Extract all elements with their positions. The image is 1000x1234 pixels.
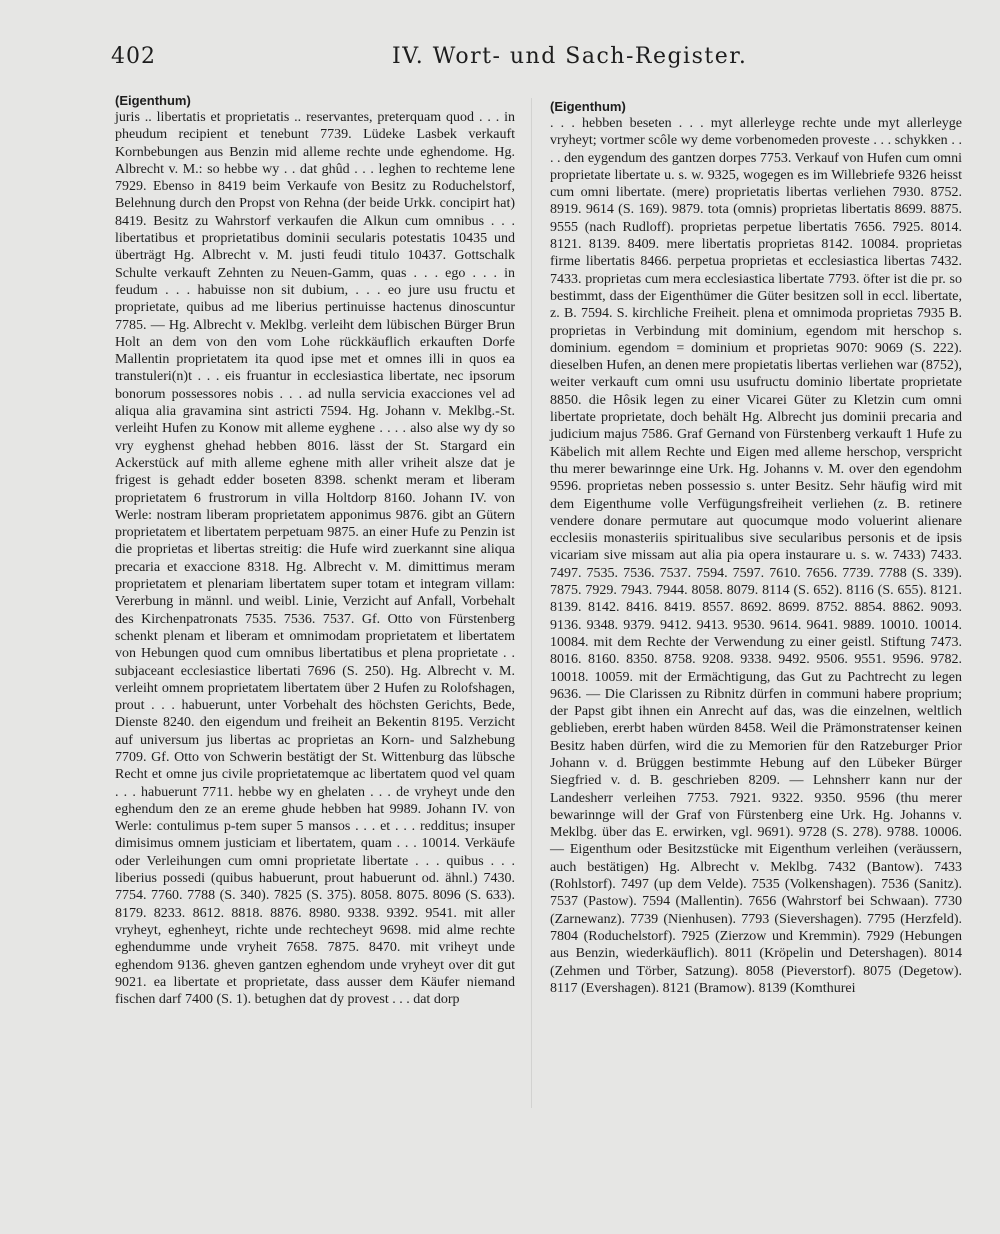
running-head: IV. Wort- und Sach-Register. <box>392 44 748 69</box>
left-column-text: juris .. libertatis et proprietatis .. reservantes, preterquam quod . . . in pheudum recipient et tenebunt 7739. Lüdeke Lasbek verkauft Kornbebungen aus Benzin mid alleme rechte unde eghendome. Hg. Albrecht v. M.: so hebbe wy . . dat ghûd . . . leghen to rechteme lene 7929. Ebenso in 8419 beim Verkaufe von Besitz zu Roduchelstorf, Belehnung durch den Propst von Rehna (der beide Urkk. concipirt hat) 8419. Besitz zu Wahrstorf verkaufen die Alkun cum omnibus . . . libertatibus et proprietatibus dominii secularis potestatis 10435 und überträgt Hg. Albrecht v. M. justi feudi titulo 10437. Gottschalk Schulte verkauft Zehnten zu Neuen-Gamm, quas . . . ego . . . in feudum . . . habuisse non sit dubium, . . . eo jure usu fructu et proprietate, quibus ad me liberius pertinuisse hactenus dinoscuntur 7785. — Hg. Albrecht v. Meklbg. verleiht dem lübischen Bürger Brun Holt an dem von den vom Lohe rückkäuflich erkauften Dorfe Mallentin proprietatem ita quod ipse met et omnes illi in quos ea transtuleri(n)t . . . eis fruantur in ecclesiastica libertate, nec ipsorum bonorum possessores nobis . . . ad nulla servicia exacciones vel ad aliqua alia gravamina sint astricti 7594. Hg. Johann v. Meklbg.-St. verleiht Hufen zu Konow mit alleme eyghene . . . . also alse wy dy so vry eyghenst ghehad hebben 8016. lässt der St. Stargard ein Ackerstück auf mith alleme eghene mith aller vriheit alsze dat je frigest is gehadt edder boseten 8398. schenkt meram et liberam proprietatem 6 frustrorum in villa Holtdorp 8160. Johann IV. von Werle: nostram liberam proprietatem apponimus 9876. gibt an Gütern proprietatem et libertatem perpetuam 9875. an einer Hufe zu Penzin ist die proprietas et libertas streitig: die Hufe wird zuerkannt sine aliqua precaria et exaccione 8318. Hg. Albrecht v. M. dimittimus meram proprietatem et plenariam libertatem super totam et integram villam: Vererbung in männl. und weibl. Linie, Verzicht auf Anfall, Vorbehalt des Kirchenpatronats 7535. 7536. 7537. Gf. Otto von Fürstenberg schenkt plenam et liberam et omnimodam proprietatem et libertatem von Hebungen quod cum omnibus libertatibus et plena proprietate . . subjaceant ecclesiastice libertati 7696 (S. 250). Hg. Albrecht v. M. verleiht omnem proprietatem libertatem über 2 Hufen zu Rolofshagen, prout . . . habuerunt, unter Vorbehalt des höchsten Gerichts, Bede, Dienste 8240. den eigendum und freiheit an Bekentin 8195. Verzicht auf universum jus libertas ac proprietas an Korn- und Salzhebung 7709. Gf. Otto von Schwerin bestätigt der St. Wittenburg das lübsche Recht et omne jus civile proprietatemque ac libertatem quod vel quam . . . habuerunt 7711. hebbe wy en ghelaten . . . de vryheyt unde den eghendum den ze an ereme ghude hebben hat 9989. Johann IV. von Werle: contulimus p-tem super 5 mansos . . . et . . . redditus; insuper dimisimus omnem justiciam et libertatem, quam . . . 10014. Verkäufe oder Verleihungen cum omni proprietate libertate . . . quibus . . . liberius possedi (quibus habuerunt, prout habuerunt od. ähnl.) 7430. 7754. 7760. 7788 (S. 340). 7825 (S. 375). 8058. 8075. 8096 (S. 633). 8179. 8233. 8612. 8818. 8876. 8980. 9338. 9392. 9541. mit aller vryheyt, eghenheyt, richte unde rechtecheyt 9698. mid alme rechte eghendumme unde vryheit 7658. 7875. 8470. mit vriheyt unde eghendom 9136. gheven gantzen eghendom unde vryheyt over dit gut 9021. ea libertate et proprietate, dass ausser dem Käufer niemand fischen darf 7400 (S. 1). betughen dat dy provest . . . dat dorp <box>115 110 515 1008</box>
right-column-heading: (Eigenthum) <box>550 99 626 114</box>
left-column <box>115 92 515 1008</box>
right-column <box>550 98 962 997</box>
page-number: 402 <box>111 44 156 69</box>
right-column-text: . . . hebben beseten . . . myt allerleyge rechte unde myt allerleyge vryheyt; vortmer scôle wy deme vorbenomeden proveste . . . schykken . . . . den eygendum des gantzen dorpes 7753. Verkauf von Hufen cum omni proprietate libertate u. s. w. 9325, wogegen es im Willebriefe 9326 heisst cum omni libertate. (mere) proprietatis libertas verliehen 7930. 8752. 8919. 9614 (S. 169). 9879. tota (omnis) proprietas libertatis 8699. 8875. 9555 (nach Rudloff). proprietas perpetue libertatis 7656. 7925. 8014. 8121. 8139. 8409. mere libertatis proprietas 8142. 10084. proprietas firme libertatis 8466. perpetua proprietas et ecclesiastica libertas 7432. 7433. proprietas cum mera ecclesiastica libertate 7793. öfter ist die pr. so bestimmt, dass der Eigenthümer die Güter besitzen soll in eccl. libertate, z. B. 7594. S. kirchliche Freiheit. plena et omnimoda proprietas 7935 B. proprietas in Verbindung mit dominium, egendom mit herschop s. dominium. egendom = dominium et proprietas 9070: 9069 (S. 222). dieselben Hufen, an denen mere propietatis libertas verliehen war (8752), weiter verkauft cum omni usu usufructu dominio libertate proprietate 8850. die Hôsik legen zu einer Vicarei Güter zu Kletzin cum omni libertate proprietate, doch behält Hg. Albrecht jus dominii precaria and judicium majus 7586. Graf Gernand von Fürstenberg verkauft 1 Hufe zu Käbelich mit allem Rechte und Eigen med alleme herschop, verspricht thu merer bewarinnge eine Urk. Hg. Johanns v. M. over den egendohm 9596. proprietas neben possessio s. unter Besitz. Sehr häufig wird mit dem Eigenthume volle Verfügungsfreiheit verliehen (z. B. retinere vendere donare permutare aut quocumque modo voluerint alienare ecclesiis monasteriis spiritualibus sive secularibus personis et de ipsis vicariam sive missam aut alia pia opera instaurare u. s. w. 7433) 7433. 7497. 7535. 7536. 7537. 7594. 7597. 7610. 7656. 7739. 7788 (S. 339). 7875. 7929. 7943. 7944. 8058. 8079. 8114 (S. 652). 8116 (S. 655). 8121. 8139. 8142. 8416. 8419. 8557. 8692. 8699. 8752. 8854. 8862. 9093. 9136. 9348. 9379. 9412. 9413. 9530. 9614. 9641. 9889. 10010. 10014. 10084. mit dem Rechte der Verwendung zu einer geistl. Stiftung 7473. 8016. 8160. 8350. 8758. 9208. 9338. 9492. 9506. 9551. 9596. 9782. 10018. 10059. mit der Ermächtigung, das Gut zu Pachtrecht zu legen 9636. — Die Clarissen zu Ribnitz dürfen in communi habere proprium; der Papst gibt ihnen ein Anrecht auf das, was die einzelnen, weltlich geblieben, ererbt haben würden 8458. Weil die Prämonstratenser keinen Besitz haben dürfen, wird die zu Memorien für den Ratzeburger Prior Johann v. d. Brüggen bestimmte Hebung auf den Lübeker Bürger Siegfried v. d. B. geschrieben 8209. — Lehnsherr kann nur der Landesherr verleihen 7753. 7921. 9322. 9350. 9596 (thu merer bewarinnge will der Graf von Fürstenberg eine Urk. Hg. Johanns v. Meklbg. über das E. erwirken, vgl. 9691). 9728 (S. 278). 9788. 10006. — Eigenthum oder Besitzstücke mit Eigenthum verleihen (veräussern, auch bestätigen) Hg. Albrecht v. Meklbg. 7432 (Bantow). 7433 (Rohlstorf). 7497 (up dem Velde). 7535 (Volkenshagen). 7536 (Sanitz). 7537 (Pastow). 7594 (Mallentin). 7656 (Wahrstorf bei Schwaan). 7730 (Zarnewanz). 7739 (Nienhusen). 7793 (Sievershagen). 7795 (Herzfeld). 7804 (Roduchelstorf). 7925 (Zierzow und Kremmin). 7929 (Hebungen aus Benzin, wiederkäuflich). 8011 (Kröpelin und Detershagen). 8014 (Zehmen und Törber, Satzung). 8058 (Pieverstorf). 8075 (Degetow). 8117 (Evershagen). 8121 (Bramow). 8139 (Komthurei <box>550 116 962 996</box>
left-column-heading: (Eigenthum) <box>115 93 191 108</box>
column-gutter <box>531 98 532 1108</box>
